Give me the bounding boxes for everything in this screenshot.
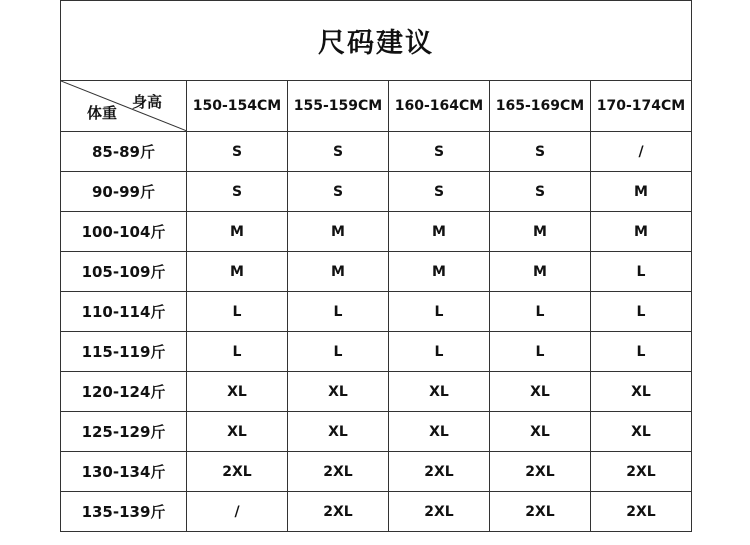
table-row <box>61 492 692 532</box>
size-cell: L <box>490 332 591 372</box>
size-cell: S <box>389 132 490 172</box>
size-cell: M <box>187 252 288 292</box>
size-cell: XL <box>187 372 288 412</box>
size-cell: L <box>389 332 490 372</box>
table-row <box>61 252 692 292</box>
table-row <box>61 332 692 372</box>
size-cell: 2XL <box>591 452 692 492</box>
size-cell: XL <box>288 412 389 452</box>
height-header: 165-169CM <box>490 81 591 132</box>
size-cell: S <box>389 172 490 212</box>
size-cell: / <box>591 132 692 172</box>
weight-range-cell: 85-89斤 <box>61 132 187 172</box>
weight-range-cell: 100-104斤 <box>61 212 187 252</box>
page-title: 尺码建议 <box>318 28 434 59</box>
weight-range-cell: 90-99斤 <box>61 172 187 212</box>
size-cell: L <box>187 332 288 372</box>
header-row <box>61 81 692 132</box>
size-cell: 2XL <box>490 452 591 492</box>
size-chart <box>60 0 692 545</box>
weight-range-cell: 135-139斤 <box>61 492 187 532</box>
size-cell: L <box>288 332 389 372</box>
size-cell: S <box>490 132 591 172</box>
table-row <box>61 452 692 492</box>
table-row <box>61 132 692 172</box>
weight-range-cell: 115-119斤 <box>61 332 187 372</box>
size-cell: XL <box>591 372 692 412</box>
size-cell: XL <box>591 412 692 452</box>
size-cell: M <box>187 212 288 252</box>
table-row <box>61 212 692 252</box>
size-cell: S <box>288 172 389 212</box>
size-cell: L <box>591 292 692 332</box>
size-cell: L <box>591 332 692 372</box>
size-cell: XL <box>389 412 490 452</box>
size-cell: / <box>187 492 288 532</box>
weight-range-cell: 105-109斤 <box>61 252 187 292</box>
diagonal-divider <box>61 81 187 131</box>
weight-axis-label: 体重 <box>87 104 118 122</box>
size-cell: XL <box>389 372 490 412</box>
weight-range-cell: 130-134斤 <box>61 452 187 492</box>
size-cell: 2XL <box>288 492 389 532</box>
size-cell: 2XL <box>389 492 490 532</box>
corner-cell <box>61 81 187 132</box>
height-header: 150-154CM <box>187 81 288 132</box>
size-cell: 2XL <box>591 492 692 532</box>
size-cell: S <box>288 132 389 172</box>
weight-range-cell: 110-114斤 <box>61 292 187 332</box>
weight-range-cell: 120-124斤 <box>61 372 187 412</box>
size-cell: L <box>288 292 389 332</box>
size-cell: M <box>389 212 490 252</box>
size-cell: XL <box>187 412 288 452</box>
height-header: 155-159CM <box>288 81 389 132</box>
size-grid <box>60 80 692 532</box>
table-row <box>61 372 692 412</box>
size-cell: XL <box>490 372 591 412</box>
size-cell: M <box>288 252 389 292</box>
size-cell: M <box>591 172 692 212</box>
height-axis-label: 身高 <box>131 93 162 111</box>
size-cell: L <box>389 292 490 332</box>
size-cell: 2XL <box>490 492 591 532</box>
size-cell: S <box>490 172 591 212</box>
size-cell: 2XL <box>288 452 389 492</box>
height-header: 160-164CM <box>389 81 490 132</box>
size-cell: M <box>288 212 389 252</box>
table-row <box>61 292 692 332</box>
size-cell: XL <box>490 412 591 452</box>
title-box <box>60 0 692 81</box>
size-cell: M <box>389 252 490 292</box>
size-cell: S <box>187 132 288 172</box>
size-cell: 2XL <box>389 452 490 492</box>
size-cell: M <box>591 212 692 252</box>
size-cell: L <box>187 292 288 332</box>
table-row <box>61 412 692 452</box>
size-cell: S <box>187 172 288 212</box>
size-cell: XL <box>288 372 389 412</box>
size-cell: M <box>490 252 591 292</box>
weight-range-cell: 125-129斤 <box>61 412 187 452</box>
size-cell: M <box>490 212 591 252</box>
size-cell: L <box>591 252 692 292</box>
table-row <box>61 172 692 212</box>
size-cell: L <box>490 292 591 332</box>
size-cell: 2XL <box>187 452 288 492</box>
height-header: 170-174CM <box>591 81 692 132</box>
